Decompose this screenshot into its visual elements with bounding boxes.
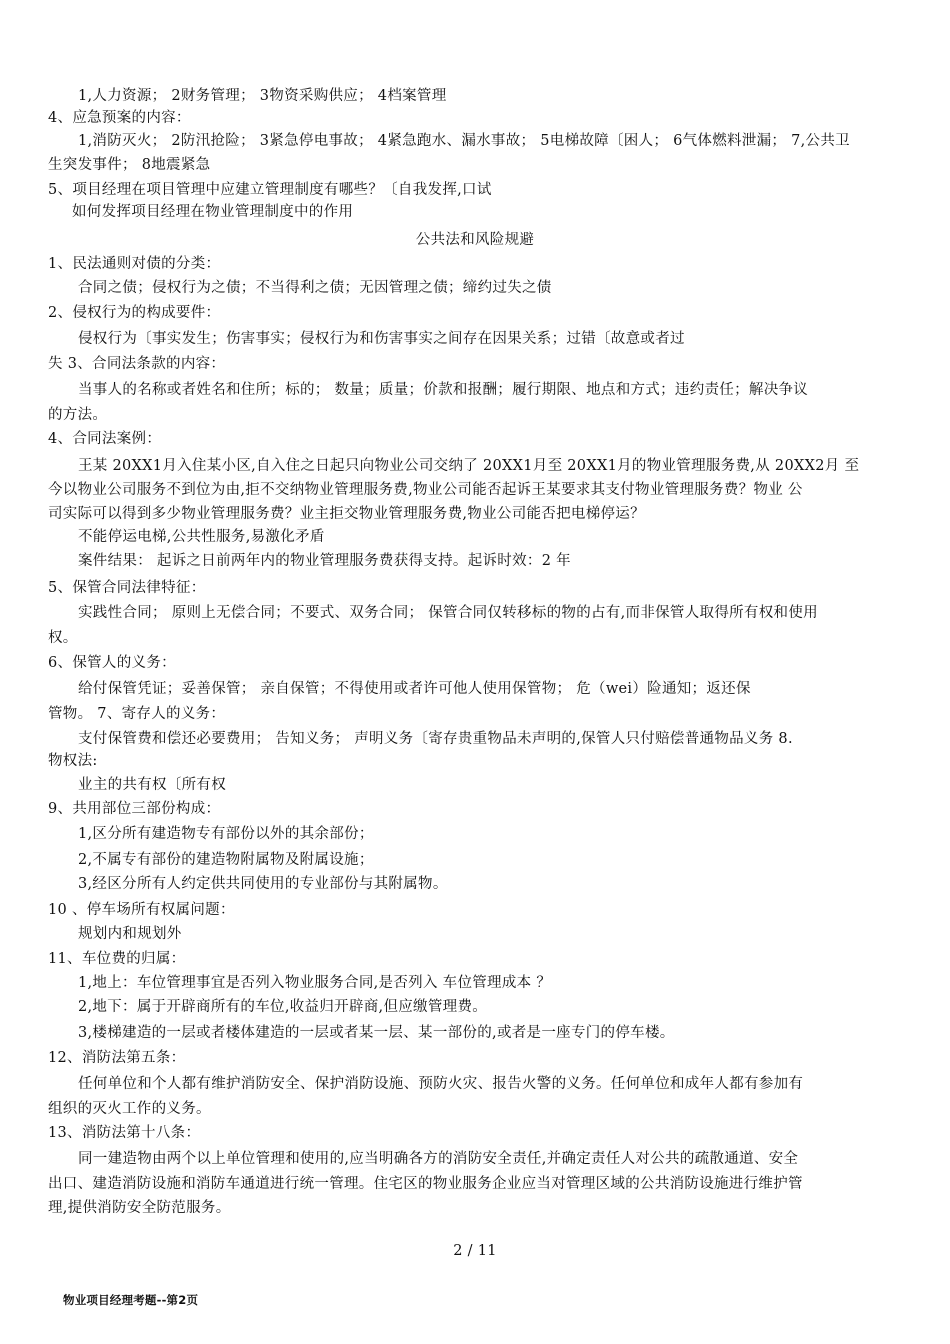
text-line: 理,提供消防安全防范服务。 [48, 1200, 231, 1216]
list-item: 2,地下：属于开辟商所有的车位,收益归开辟商,但应缴管理费。 [78, 999, 488, 1015]
page-number: 2 / 11 [453, 1243, 497, 1259]
text-line: 王某 20XX1月入住某小区,自入住之日起只向物业公司交纳了 20XX1月至 20XX1月的物业管理服务费,从 20XX2月 至 [78, 458, 860, 474]
text-line: 物权法: [48, 753, 98, 769]
section-heading: 9、共用部位三部份构成： [48, 801, 221, 817]
text-line: 给付保管凭证；妥善保管； 亲自保管；不得使用或者许可他人使用保管物； 危（wei）险通知；返还保 [78, 681, 751, 697]
text-line: 侵权行为〔事实发生；伤害事实；侵权行为和伤害事实之间存在因果关系；过错〔故意或者过 [78, 331, 685, 347]
page-footer: 物业项目经理考题--第2页 [63, 1293, 199, 1307]
text-line: 任何单位和个人都有维护消防安全、保护消防设施、预防火灾、报告火警的义务。任何单位和成年人都有参加有 [78, 1076, 804, 1092]
text-line: 如何发挥项目经理在物业管理制度中的作用 [72, 204, 354, 220]
text-line: 支付保管费和偿还必要费用； 告知义务； 声明义务〔寄存贵重物品未声明的,保管人只付赔偿普通物品义务 8. [78, 731, 793, 747]
section-heading: 4、合同法案例： [48, 431, 162, 447]
text-line: 同一建造物由两个以上单位管理和使用的,应当明确各方的消防安全责任,并确定责任人对公共的疏散通道、安全 [78, 1151, 799, 1167]
section-heading: 12、消防法第五条： [48, 1050, 186, 1066]
section-heading: 1、民法通则对债的分类： [48, 256, 221, 272]
section-heading: 13、消防法第十八条： [48, 1125, 201, 1141]
section-heading: 11、车位费的归属： [48, 951, 186, 967]
text-line: 的方法。 [48, 407, 108, 423]
section-heading: 4、应急预案的内容： [48, 110, 191, 126]
list-item: 2,不属专有部份的建造物附属物及附属设施； [78, 852, 374, 868]
section-heading: 5、保管合同法律特征： [48, 580, 206, 596]
text-line: 生突发事件； 8地震紧急 [48, 157, 211, 173]
text-line: 司实际可以得到多少物业管理服务费？业主拒交物业管理服务费,物业公司能否把电梯停运？ [48, 506, 645, 522]
text-line: 组织的灭火工作的义务。 [48, 1101, 211, 1117]
text-line: 管物。 7、寄存人的义务： [48, 706, 226, 722]
section-heading: 5、项目经理在项目管理中应建立管理制度有哪些？〔自我发挥,口试 [48, 182, 492, 198]
text-line: 不能停运电梯,公共性服务,易激化矛盾 [78, 529, 325, 545]
text-line: 1,消防灭火； 2防汛抢险； 3紧急停电事故； 4紧急跑水、漏水事故； 5电梯故障〔困人； 6气体燃料泄漏； 7,公共卫 [78, 133, 850, 149]
section-heading: 6、保管人的义务： [48, 655, 176, 671]
text-line: 实践性合同； 原则上无偿合同；不要式、双务合同； 保管合同仅转移标的物的占有,而非保管人取得所有权和使用 [78, 605, 818, 621]
text-line: 失 3、合同法条款的内容： [48, 356, 226, 372]
list-item: 1,区分所有建造物专有部份以外的其余部份； [78, 826, 374, 842]
list-item: 3,楼梯建造的一层或者楼体建造的一层或者某一层、某一部份的,或者是一座专门的停车楼。 [78, 1025, 675, 1041]
text-line: 合同之债；侵权行为之债；不当得利之债；无因管理之债；缔约过失之债 [78, 280, 552, 296]
text-line: 1,人力资源； 2财务管理； 3物资采购供应； 4档案管理 [78, 88, 447, 104]
section-heading: 2、侵权行为的构成要件： [48, 305, 221, 321]
text-line: 出口、建造消防设施和消防车通道进行统一管理。住宅区的物业服务企业应当对管理区域的公共消防设施进行维护管 [48, 1176, 803, 1192]
section-title: 公共法和风险规避 [415, 232, 535, 248]
text-line: 权。 [48, 630, 78, 646]
text-line: 业主的共有权〔所有权 [78, 777, 226, 793]
text-line: 规划内和规划外 [78, 926, 182, 942]
list-item: 3,经区分所有人约定供共同使用的专业部份与其附属物。 [78, 876, 448, 892]
text-line: 案件结果： 起诉之日前两年内的物业管理服务费获得支持。起诉时效：2 年 [78, 553, 571, 569]
text-line: 今以物业公司服务不到位为由,拒不交纳物业管理服务费,物业公司能否起诉王某要求其支付物业管理服务费？物业 公 [48, 482, 803, 498]
list-item: 1,地上：车位管理事宜是否列入物业服务合同,是否列入 车位管理成本 ？ [78, 975, 552, 991]
text-line: 当事人的名称或者姓名和住所；标的； 数量；质量；价款和报酬；履行期限、地点和方式；违约责任；解决争议 [78, 382, 809, 398]
section-heading: 10 、停车场所有权属问题： [48, 902, 235, 918]
